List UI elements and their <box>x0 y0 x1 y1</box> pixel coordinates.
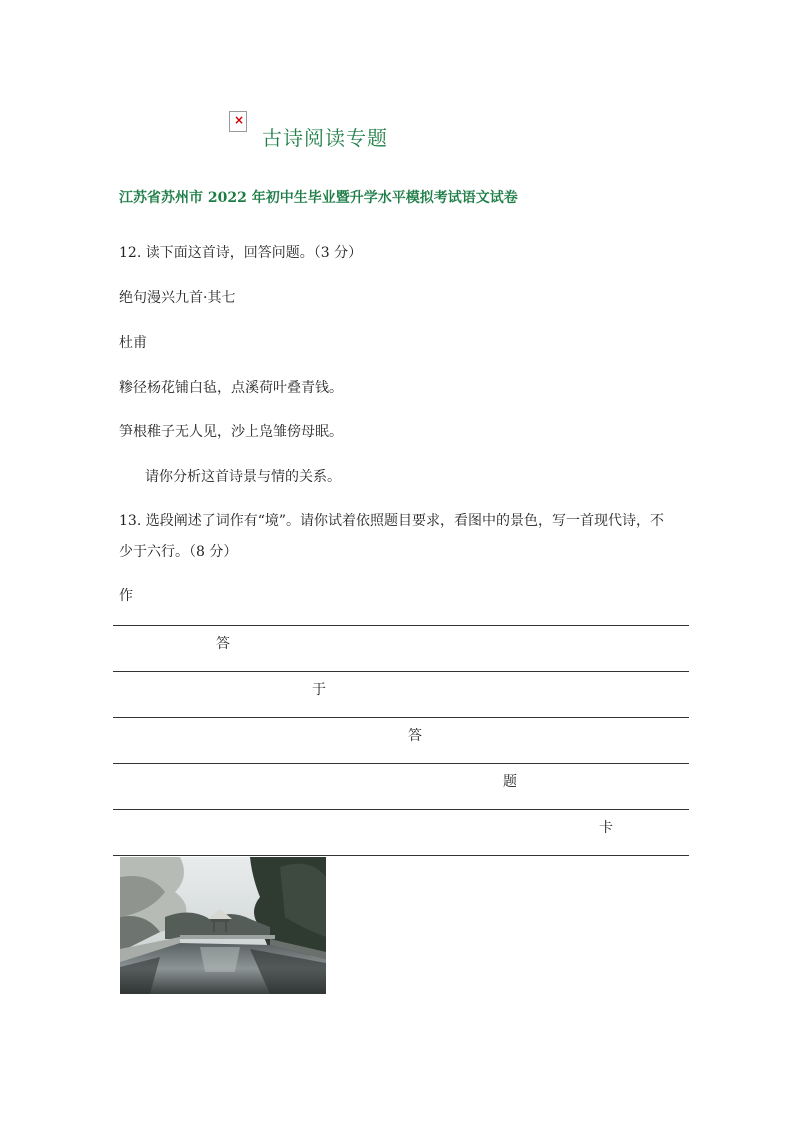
answer-line[interactable] <box>113 809 689 856</box>
watermark-char: 卡 <box>599 820 613 836</box>
poem-line-1: 糁径杨花铺白毡，点溪荷叶叠青钱。 <box>119 380 343 396</box>
watermark-char: 于 <box>312 682 326 698</box>
watermark-char: 题 <box>503 774 517 790</box>
exam-source: 江苏省苏州市 2022 年初中生毕业暨升学水平模拟考试语文试卷 <box>119 190 518 206</box>
page-title: 古诗阅读专题 <box>262 126 388 150</box>
broken-image-mark: × <box>234 113 245 127</box>
answer-lines[interactable] <box>113 625 689 856</box>
poem-line-2: 笋根稚子无人见，沙上凫雏傍母眠。 <box>119 424 343 440</box>
watermark-char: 答 <box>408 728 422 744</box>
watermark-char: 答 <box>216 636 230 652</box>
question-13-stem-line-1: 13. 选段阐述了词作有“境”。请你试着依照题目要求，看图中的景色，写一首现代诗，不 <box>119 513 665 529</box>
poem-author: 杜甫 <box>119 335 147 351</box>
question-12-prompt: 请你分析这首诗景与情的关系。 <box>145 469 341 485</box>
answer-line[interactable] <box>113 625 689 671</box>
question-12-stem: 12. 读下面这首诗，回答问题。（3 分） <box>119 245 363 261</box>
poem-title: 绝句漫兴九首·其七 <box>119 290 236 306</box>
lake-pavilion-photo <box>120 857 326 994</box>
answer-line[interactable] <box>113 671 689 717</box>
answer-label: 作 <box>119 588 133 604</box>
broken-image-icon <box>229 111 247 132</box>
question-13-stem-line-2: 少于六行。（8 分） <box>119 544 238 560</box>
answer-line[interactable] <box>113 717 689 763</box>
answer-line[interactable] <box>113 763 689 809</box>
